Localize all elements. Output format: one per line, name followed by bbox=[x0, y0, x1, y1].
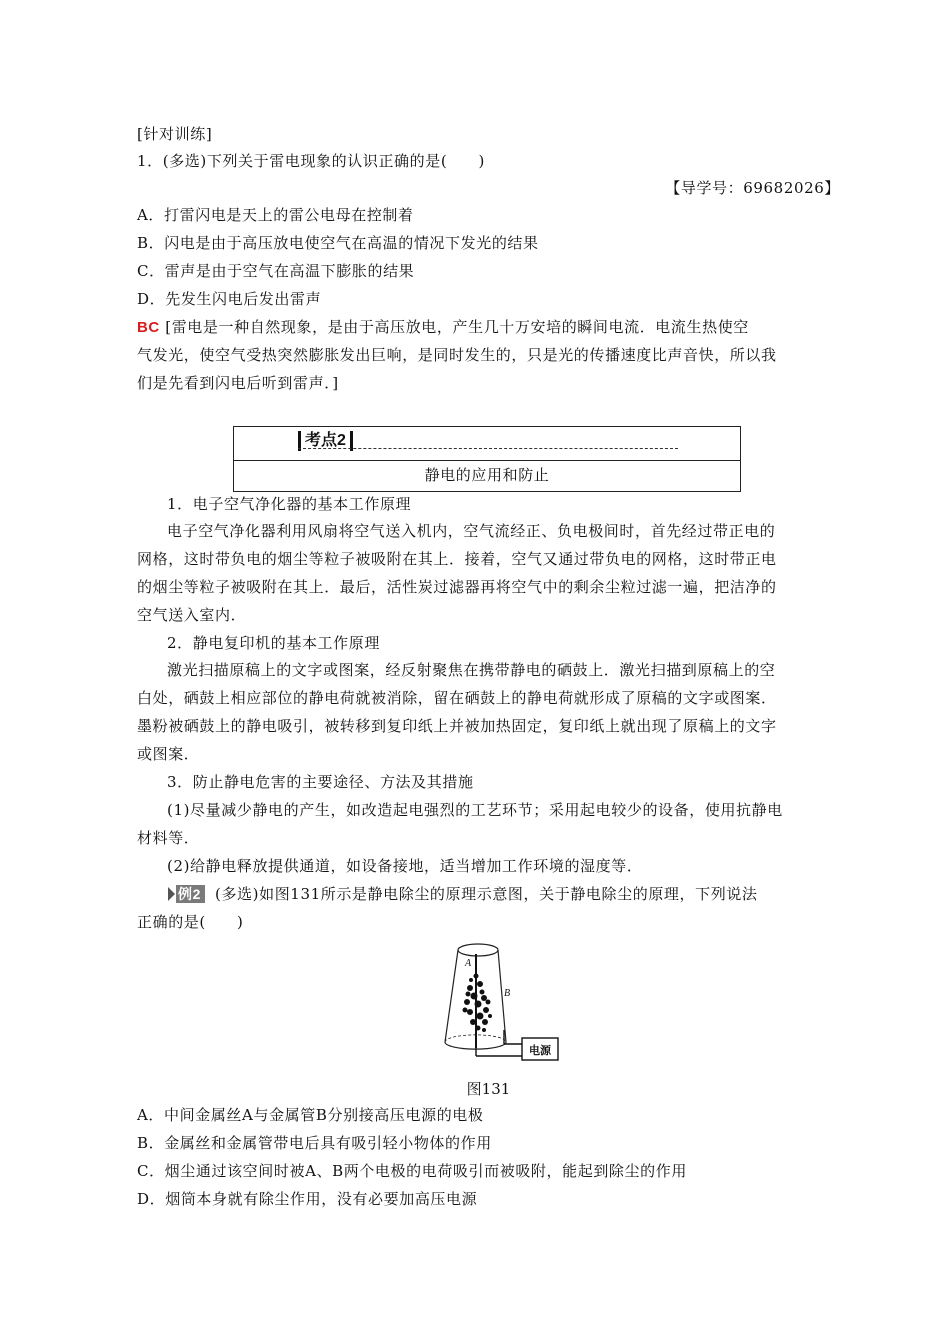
label-b: B bbox=[504, 988, 511, 999]
example-tag: 例2 bbox=[176, 885, 205, 903]
q1-answer-line-2: 气发光，使空气受热突然膨胀发出巨响，是同时发生的，只是光的传播速度比声音快，所以我 bbox=[137, 346, 777, 364]
p1-line-1: 电子空气净化器利用风扇将空气送入机内，空气流经正、负电极间时，首先经过带正电的 bbox=[167, 522, 776, 540]
practice-heading: [针对训练] bbox=[137, 125, 213, 143]
q1-option-d: D．先发生闪电后发出雷声 bbox=[137, 290, 322, 308]
p1-line-4: 空气送入室内． bbox=[137, 606, 247, 624]
example-option-a: A．中间金属丝A与金属管B分别接高压电源的电极 bbox=[137, 1106, 484, 1124]
example-line-2: 正确的是( ) bbox=[137, 913, 244, 931]
q1-answer-line-3: 们是先看到闪电后听到雷声．] bbox=[137, 374, 339, 392]
arrow-icon bbox=[168, 887, 175, 901]
q1-option-a: A．打雷闪电是天上的雷公电母在控制着 bbox=[137, 206, 414, 224]
p1-line-2: 网格，这时带负电的烟尘等粒子被吸附在其上．接着，空气又通过带负电的网格，这时带正电 bbox=[137, 550, 777, 568]
p2-line-3: 墨粉被硒鼓上的静电吸引，被转移到复印纸上并被加热固定，复印纸上就出现了原稿上的文字 bbox=[137, 717, 777, 735]
figure-caption: 图131 bbox=[466, 1080, 511, 1098]
example-option-b: B．金属丝和金属管带电后具有吸引轻小物体的作用 bbox=[137, 1134, 492, 1152]
q1-answer-line-1: BC [雷电是一种自然现象，是由于高压放电，产生几十万安培的瞬间电流．电流生热使空 bbox=[137, 318, 749, 336]
question-1: 1．(多选)下列关于雷电现象的认识正确的是( ) bbox=[137, 152, 485, 170]
guide-number: 【导学号：69682026】 bbox=[665, 179, 840, 197]
dashed-rule bbox=[298, 448, 678, 449]
answer-key: BC bbox=[137, 319, 160, 336]
p3-title: 3．防止静电危害的主要途径、方法及其措施 bbox=[167, 773, 474, 791]
section-header-box bbox=[233, 426, 741, 492]
p2-line-2: 白处，硒鼓上相应部位的静电荷就被消除，留在硒鼓上的静电荷就形成了原稿的文字或图案． bbox=[137, 689, 777, 707]
example-line-1: 例2 (多选)如图131所示是静电除尘的原理示意图，关于静电除尘的原理，下列说法 bbox=[168, 884, 871, 904]
p1-title: 1．电子空气净化器的基本工作原理 bbox=[167, 495, 412, 513]
p3-item-2: (2)给静电释放提供通道，如设备接地，适当增加工作环境的湿度等． bbox=[167, 857, 643, 875]
power-label: 电源 bbox=[529, 1045, 551, 1057]
p3-item-1-cont: 材料等． bbox=[137, 829, 200, 847]
example-option-d: D．烟筒本身就有除尘作用，没有必要加高压电源 bbox=[137, 1190, 478, 1208]
section-tag: 考点2 bbox=[298, 431, 353, 451]
label-a: A bbox=[465, 958, 472, 969]
q1-option-b: B．闪电是由于高压放电使空气在高温的情况下发光的结果 bbox=[137, 234, 539, 252]
section-title: 静电的应用和防止 bbox=[424, 466, 550, 484]
p3-item-1: (1)尽量减少静电的产生，如改造起电强烈的工艺环节；采用起电较少的设备，使用抗静电 bbox=[167, 801, 783, 819]
p2-line-1: 激光扫描原稿上的文字或图案，经反射聚焦在携带静电的硒鼓上．激光扫描到原稿上的空 bbox=[167, 661, 776, 679]
electrostatic-precipitator-figure bbox=[440, 940, 560, 1070]
p2-line-4: 或图案． bbox=[137, 745, 200, 763]
p1-line-3: 的烟尘等粒子被吸附在其上．最后，活性炭过滤器再将空气中的剩余尘粒过滤一遍，把洁净的 bbox=[137, 578, 777, 596]
p2-title: 2．静电复印机的基本工作原理 bbox=[167, 634, 380, 652]
example-option-c: C．烟尘通过该空间时被A、B两个电极的电荷吸引而被吸附，能起到除尘的作用 bbox=[137, 1162, 687, 1180]
q1-option-c: C．雷声是由于空气在高温下膨胀的结果 bbox=[137, 262, 415, 280]
